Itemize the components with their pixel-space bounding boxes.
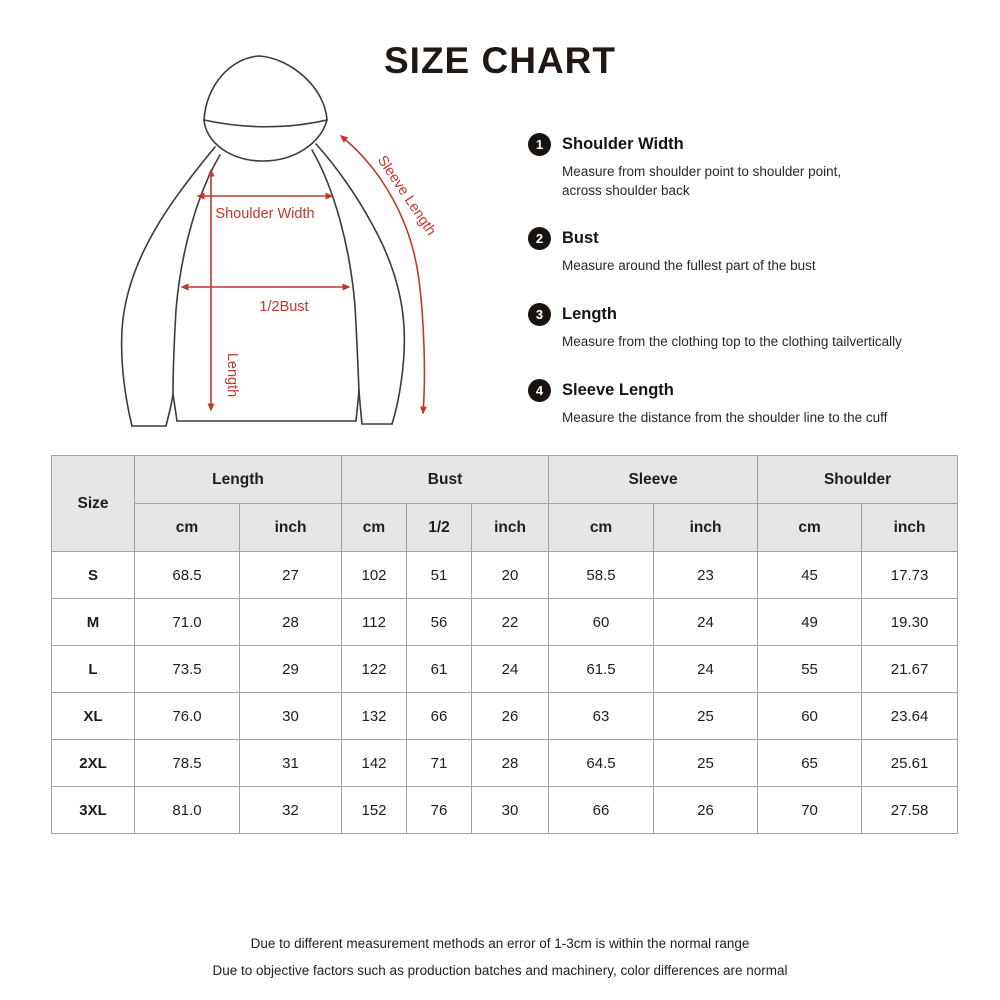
instruction-heading: Sleeve Length bbox=[562, 380, 674, 399]
unit-header: inch bbox=[472, 504, 549, 552]
size-table bbox=[51, 455, 958, 834]
table-cell: 25.61 bbox=[862, 740, 958, 787]
table-cell: 71.0 bbox=[135, 599, 240, 646]
table-cell: 31 bbox=[240, 740, 342, 787]
instruction-bust bbox=[528, 227, 960, 276]
col-header-size: Size bbox=[52, 456, 135, 552]
table-cell: 70 bbox=[758, 787, 862, 834]
size-label: 3XL bbox=[52, 787, 135, 834]
instruction-description: Measure the distance from the shoulder line to the cuff bbox=[562, 409, 888, 425]
table-cell: 21.67 bbox=[862, 646, 958, 693]
hoodie-measurement-diagram bbox=[100, 40, 450, 440]
instruction-description: Measure from the clothing top to the clothing tailvertically bbox=[562, 333, 902, 349]
half-bust-label: 1/2Bust bbox=[259, 299, 309, 315]
table-cell: 71 bbox=[407, 740, 472, 787]
table-cell: 76.0 bbox=[135, 693, 240, 740]
table-cell: 122 bbox=[342, 646, 407, 693]
step-4-badge-icon: 4 bbox=[528, 379, 551, 402]
table-cell: 76 bbox=[407, 787, 472, 834]
table-cell: 28 bbox=[472, 740, 549, 787]
table-cell: 22 bbox=[472, 599, 549, 646]
col-header-sleeve: Sleeve bbox=[549, 456, 758, 504]
table-cell: 17.73 bbox=[862, 552, 958, 599]
table-cell: 27.58 bbox=[862, 787, 958, 834]
table-cell: 45 bbox=[758, 552, 862, 599]
table-cell: 66 bbox=[549, 787, 654, 834]
unit-header: cm bbox=[342, 504, 407, 552]
table-cell: 29 bbox=[240, 646, 342, 693]
table-cell: 55 bbox=[758, 646, 862, 693]
size-table-section bbox=[51, 455, 958, 834]
instruction-heading: Length bbox=[562, 304, 617, 323]
table-cell: 64.5 bbox=[549, 740, 654, 787]
step-2-badge-icon: 2 bbox=[528, 227, 551, 250]
instruction-length bbox=[528, 303, 960, 352]
hoodie-diagram-svg bbox=[100, 40, 450, 440]
col-header-bust: Bust bbox=[342, 456, 549, 504]
sleeve-length-arrow bbox=[341, 136, 424, 413]
table-cell: 49 bbox=[758, 599, 862, 646]
table-cell: 26 bbox=[472, 693, 549, 740]
unit-header: cm bbox=[135, 504, 240, 552]
footer-notes bbox=[0, 936, 1000, 990]
table-cell: 30 bbox=[240, 693, 342, 740]
table-cell: 58.5 bbox=[549, 552, 654, 599]
table-cell: 24 bbox=[654, 599, 758, 646]
measuring-instructions bbox=[528, 133, 960, 454]
unit-header: inch bbox=[862, 504, 958, 552]
table-cell: 66 bbox=[407, 693, 472, 740]
table-cell: 51 bbox=[407, 552, 472, 599]
table-group-header-row bbox=[52, 456, 958, 504]
page-title: SIZE CHART bbox=[384, 40, 616, 81]
table-cell: 152 bbox=[342, 787, 407, 834]
unit-header: inch bbox=[654, 504, 758, 552]
table-cell: 19.30 bbox=[862, 599, 958, 646]
table-cell: 73.5 bbox=[135, 646, 240, 693]
table-cell: 102 bbox=[342, 552, 407, 599]
table-cell: 61 bbox=[407, 646, 472, 693]
size-label: S bbox=[52, 552, 135, 599]
table-cell: 78.5 bbox=[135, 740, 240, 787]
size-label: XL bbox=[52, 693, 135, 740]
table-cell: 60 bbox=[549, 599, 654, 646]
table-cell: 60 bbox=[758, 693, 862, 740]
instruction-sleeve-length bbox=[528, 379, 960, 428]
table-cell: 142 bbox=[342, 740, 407, 787]
table-cell: 81.0 bbox=[135, 787, 240, 834]
note-measurement-error: Due to different measurement methods an error of 1-3cm is within the normal range bbox=[250, 936, 750, 951]
table-cell: 27 bbox=[240, 552, 342, 599]
instruction-description: Measure from shoulder point to shoulder point, across shoulder back bbox=[562, 164, 842, 198]
note-color-difference: Due to objective factors such as production batches and machinery, color differences are normal bbox=[212, 963, 788, 978]
hoodie-outline bbox=[122, 56, 405, 426]
unit-header: cm bbox=[549, 504, 654, 552]
table-cell: 68.5 bbox=[135, 552, 240, 599]
sleeve-length-label: Sleeve Length bbox=[373, 152, 439, 239]
table-cell: 132 bbox=[342, 693, 407, 740]
col-header-length: Length bbox=[135, 456, 342, 504]
table-cell: 63 bbox=[549, 693, 654, 740]
step-1-badge-icon: 1 bbox=[528, 133, 551, 156]
table-unit-header-row bbox=[52, 504, 958, 552]
instruction-shoulder-width bbox=[528, 133, 960, 200]
unit-header: 1/2 bbox=[407, 504, 472, 552]
table-row bbox=[52, 599, 958, 646]
step-3-badge-icon: 3 bbox=[528, 303, 551, 326]
table-cell: 56 bbox=[407, 599, 472, 646]
table-row bbox=[52, 646, 958, 693]
table-cell: 65 bbox=[758, 740, 862, 787]
table-cell: 32 bbox=[240, 787, 342, 834]
table-cell: 25 bbox=[654, 740, 758, 787]
table-cell: 20 bbox=[472, 552, 549, 599]
table-cell: 24 bbox=[472, 646, 549, 693]
table-cell: 28 bbox=[240, 599, 342, 646]
table-cell: 24 bbox=[654, 646, 758, 693]
size-label: M bbox=[52, 599, 135, 646]
size-label: 2XL bbox=[52, 740, 135, 787]
table-cell: 25 bbox=[654, 693, 758, 740]
shoulder-width-label: Shoulder Width bbox=[215, 206, 315, 222]
table-row bbox=[52, 740, 958, 787]
table-cell: 23 bbox=[654, 552, 758, 599]
length-label: Length bbox=[224, 352, 240, 398]
table-cell: 112 bbox=[342, 599, 407, 646]
table-cell: 23.64 bbox=[862, 693, 958, 740]
unit-header: cm bbox=[758, 504, 862, 552]
table-row bbox=[52, 787, 958, 834]
instruction-heading: Shoulder Width bbox=[562, 135, 684, 153]
table-cell: 26 bbox=[654, 787, 758, 834]
unit-header: inch bbox=[240, 504, 342, 552]
size-label: L bbox=[52, 646, 135, 693]
instruction-heading: Bust bbox=[562, 229, 599, 248]
instruction-description: Measure around the fullest part of the bust bbox=[562, 258, 816, 274]
col-header-shoulder: Shoulder bbox=[758, 456, 958, 504]
table-cell: 61.5 bbox=[549, 646, 654, 693]
table-row bbox=[52, 693, 958, 740]
table-cell: 30 bbox=[472, 787, 549, 834]
table-row bbox=[52, 552, 958, 599]
